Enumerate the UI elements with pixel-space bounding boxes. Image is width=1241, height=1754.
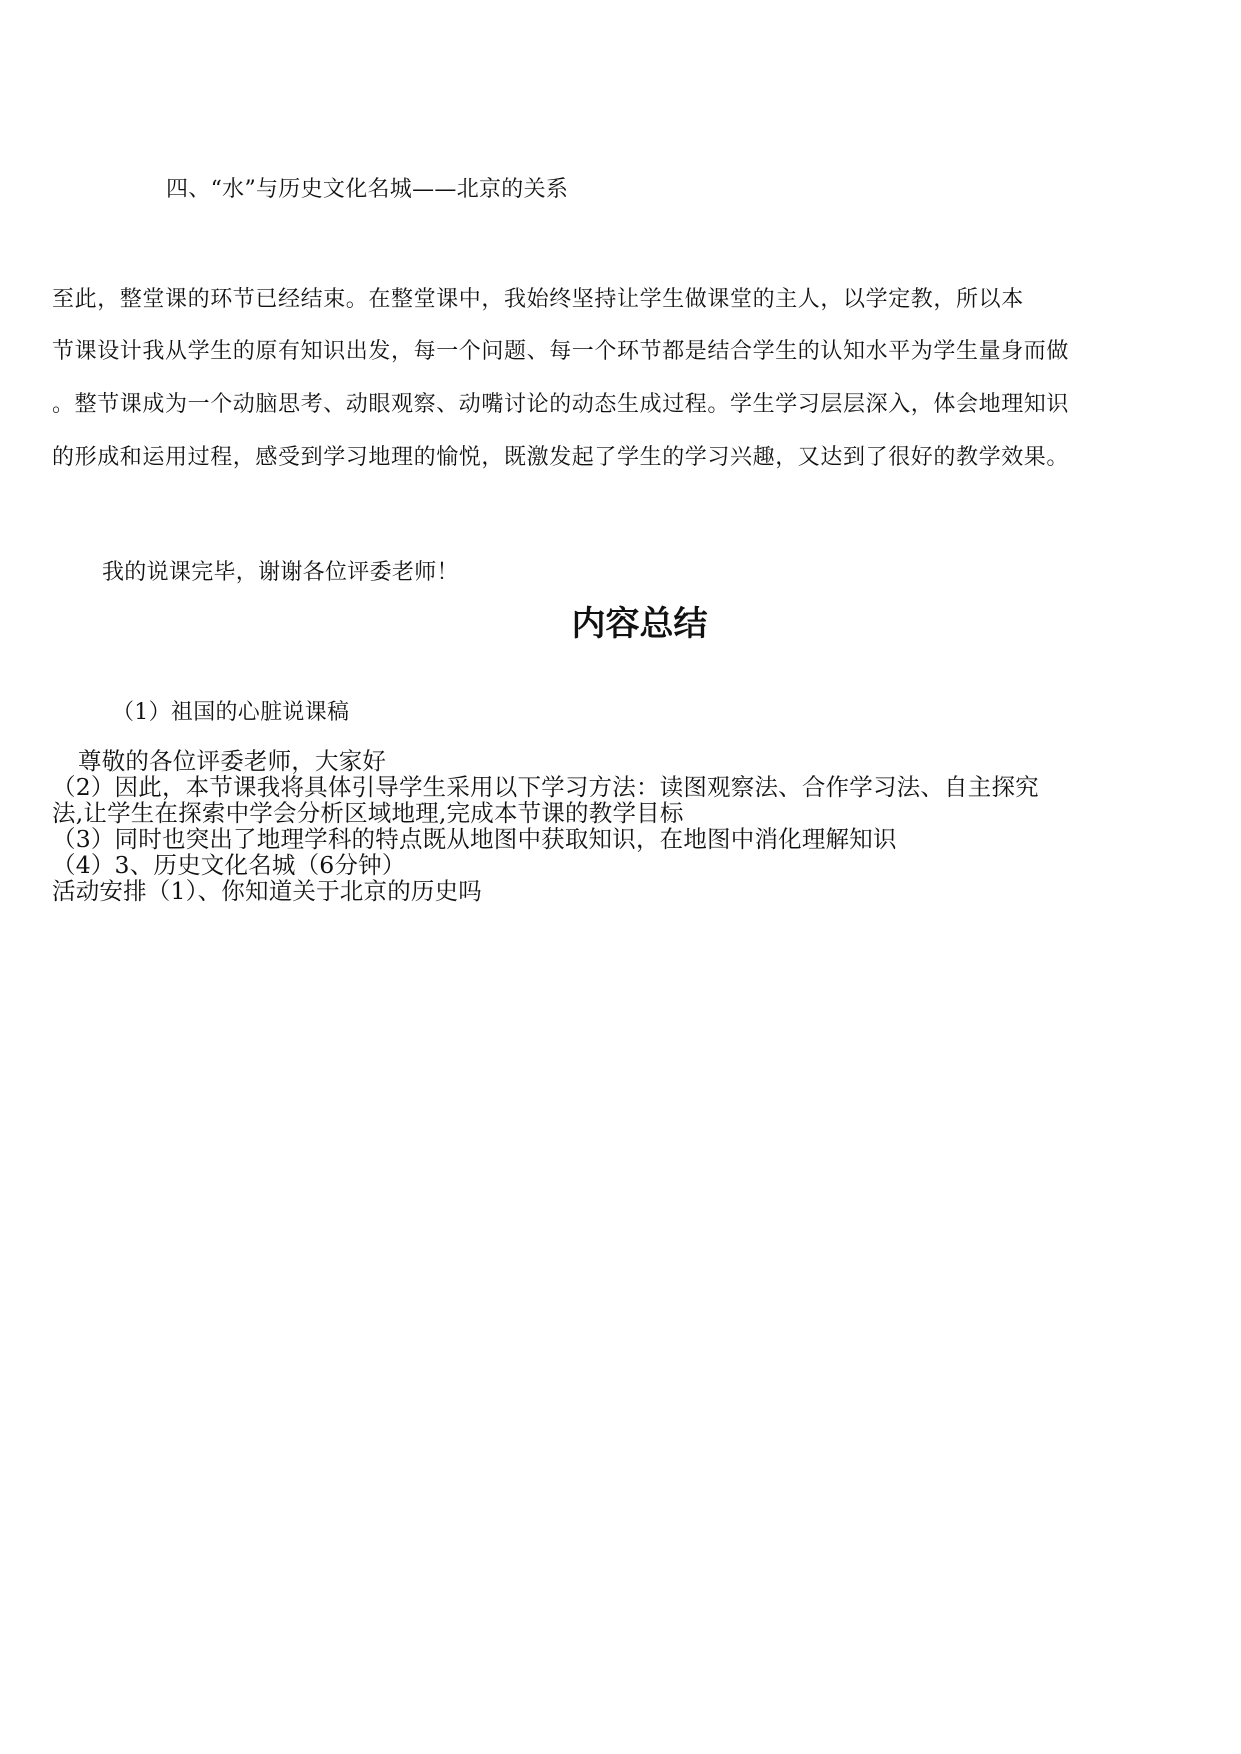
summary-list [52, 748, 1202, 904]
summary-line: （4）3、历史文化名城（6分钟） [52, 851, 406, 879]
paragraph-line: 的形成和运用过程，感受到学习地理的愉悦，既激发起了学生的学习兴趣，又达到了很好的教学效果。 [52, 445, 1070, 470]
section-heading: 四、“水”与历史文化名城——北京的关系 [166, 177, 569, 202]
summary-first-item: （1）祖国的心脏说课稿 [112, 700, 350, 725]
summary-line: 活动安排（1）、你知道关于北京的历史吗 [52, 877, 483, 905]
closing-remark: 我的说课完毕，谢谢各位评委老师！ [102, 560, 459, 585]
summary-title: 内容总结 [571, 604, 708, 644]
paragraph-line: 。整节课成为一个动脑思考、动眼观察、动嘴讨论的动态生成过程。学生学习层层深入，体会地理知识 [52, 392, 1070, 417]
summary-line: 法,让学生在探索中学会分析区域地理,完成本节课的教学目标 [52, 799, 684, 827]
summary-line: （2）因此，本节课我将具体引导学生采用以下学习方法：读图观察法、合作学习法、自主探究 [52, 773, 1039, 801]
paragraph-line: 节课设计我从学生的原有知识出发，每一个问题、每一个环节都是结合学生的认知水平为学生量身而做 [52, 339, 1070, 364]
summary-line: 尊敬的各位评委老师，大家好 [78, 747, 387, 775]
paragraph-line: 至此，整堂课的环节已经结束。在整堂课中，我始终坚持让学生做课堂的主人，以学定教，所以本 [52, 287, 1024, 312]
summary-line: （3）同时也突出了地理学科的特点既从地图中获取知识，在地图中消化理解知识 [52, 825, 897, 853]
